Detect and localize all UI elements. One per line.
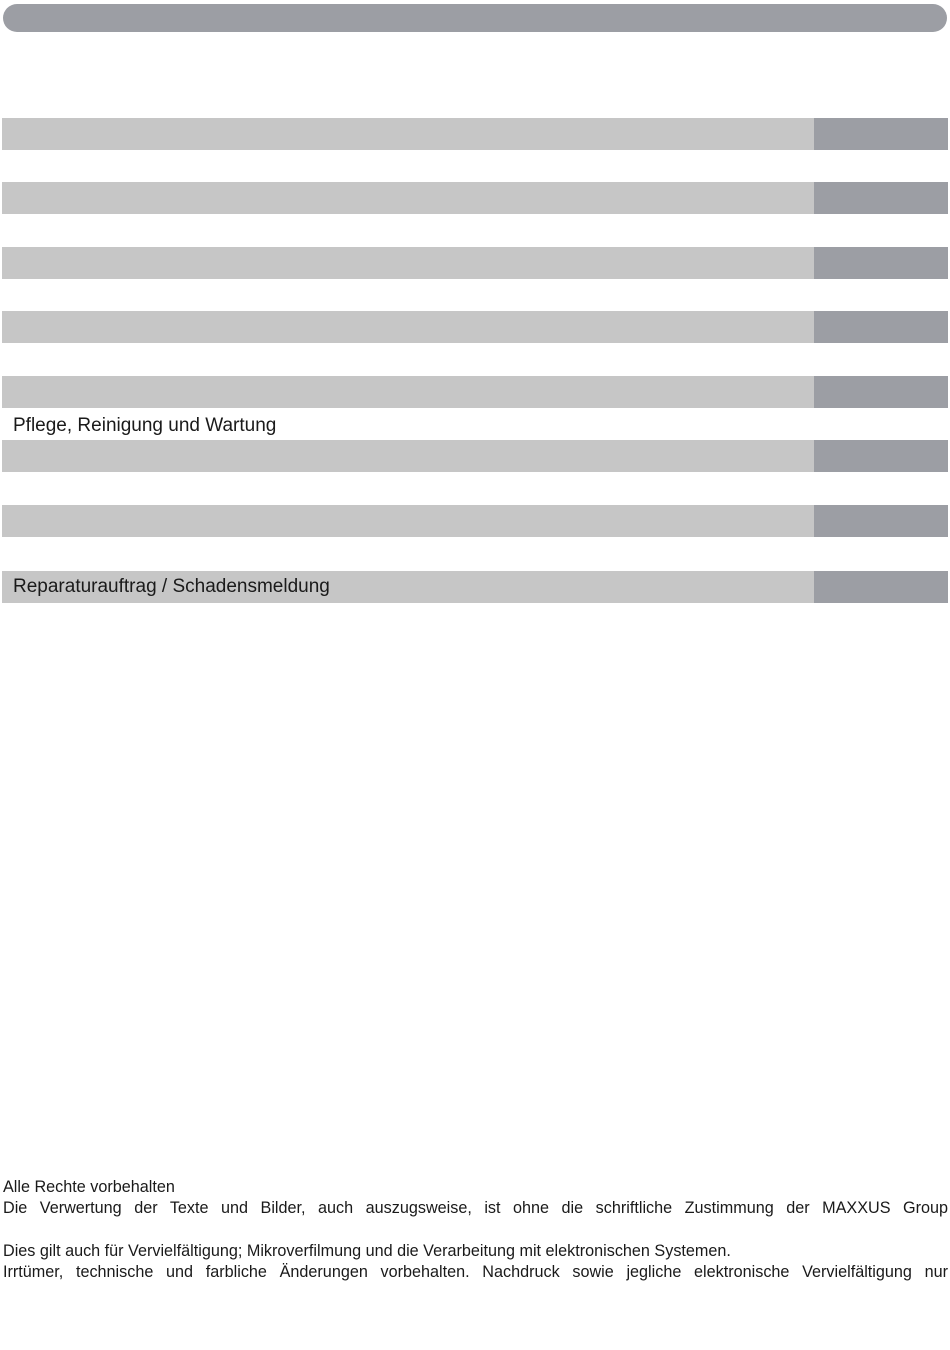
toc-repair-label: Reparaturauftrag / Schadensmeldung [13, 576, 330, 597]
toc-row-1 [2, 118, 948, 150]
toc-row-title-bar [2, 376, 814, 408]
toc-row-title-bar [2, 182, 814, 214]
toc-row-3 [2, 247, 948, 279]
toc-row-title-bar [2, 311, 814, 343]
toc-row-title-bar [2, 118, 814, 150]
footer-usage-line: Die Verwertung der Texte und Bilder, auch auszugsweise, ist ohne die schriftliche Zustimmung der MAXXUS Group [3, 1199, 948, 1218]
toc-row-title-bar [2, 571, 814, 603]
toc-row-5 [2, 376, 948, 408]
toc-row-title-bar [2, 247, 814, 279]
toc-row-page-box [814, 311, 948, 343]
footer-duplication-line: Dies gilt auch für Vervielfältigung; Mikroverfilmung und die Verarbeitung mit elektronischen Systemen. [3, 1241, 731, 1260]
legal-footer [3, 1177, 948, 1283]
toc-row-4 [2, 311, 948, 343]
footer-errors-line: Irrtümer, technische und farbliche Änderungen vorbehalten. Nachdruck sowie jegliche elektronische Vervielfältigung nur [3, 1262, 948, 1281]
toc-row-6 [2, 440, 948, 472]
toc-row-title-bar [2, 440, 814, 472]
toc-row-page-box [814, 440, 948, 472]
header-bar [3, 4, 947, 32]
toc-row-page-box [814, 571, 948, 603]
toc-row-2 [2, 182, 948, 214]
toc-row-page-box [814, 505, 948, 537]
footer-rights-line: Alle Rechte vorbehalten [3, 1178, 175, 1196]
toc-row-page-box [814, 182, 948, 214]
toc-row-page-box [814, 376, 948, 408]
toc-row-title-bar [2, 505, 814, 537]
toc-row-8 [2, 571, 948, 603]
toc-row-page-box [814, 118, 948, 150]
toc-row-page-box [814, 247, 948, 279]
toc-care-label: Pflege, Reinigung und Wartung [13, 415, 277, 436]
toc-row-7 [2, 505, 948, 537]
footer-spacer [3, 1220, 948, 1241]
